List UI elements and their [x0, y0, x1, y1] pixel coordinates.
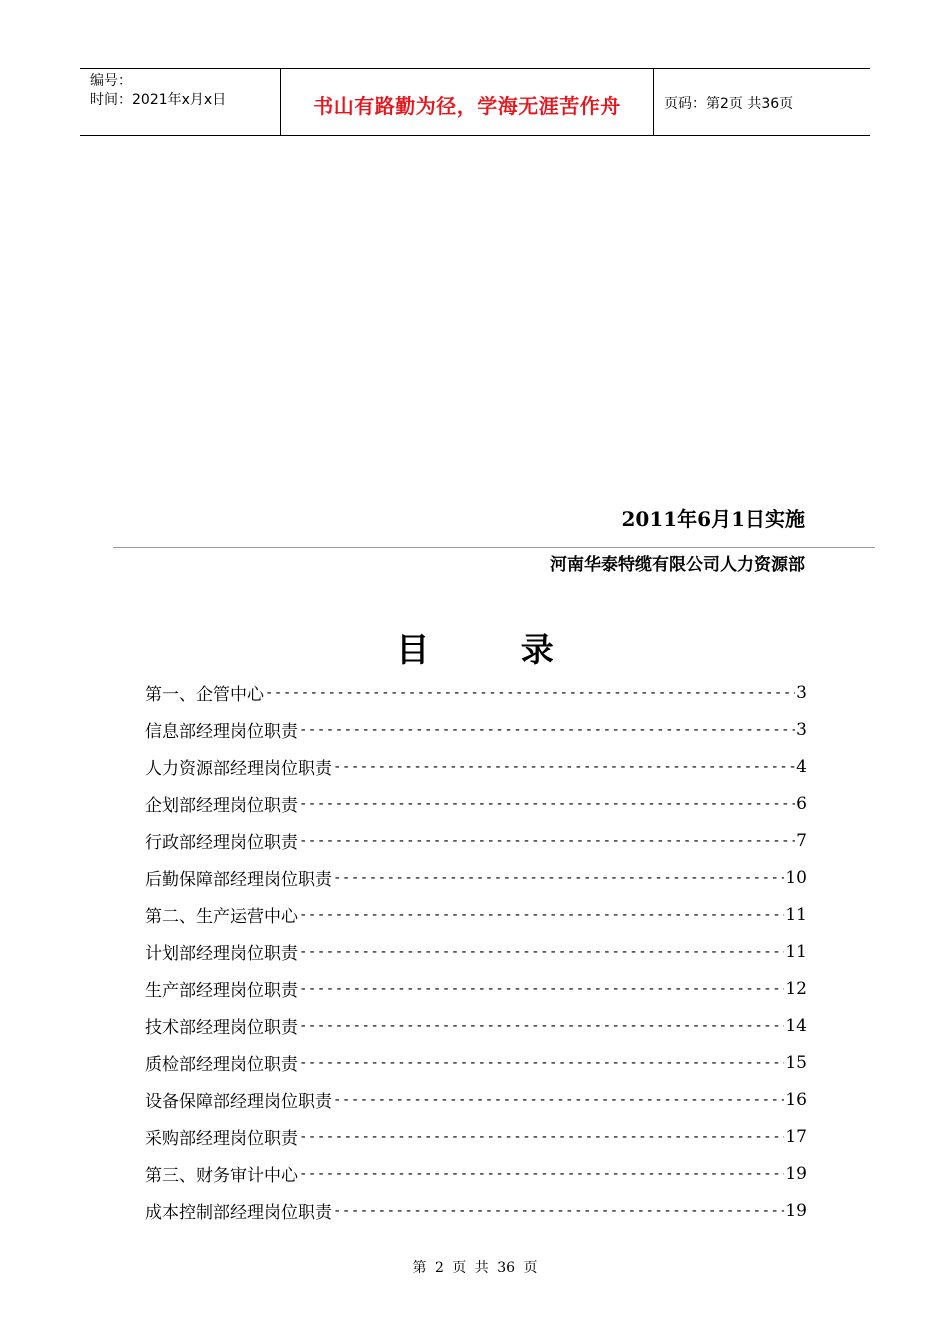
- toc-entry-label: 第二、生产运营中心: [145, 907, 298, 927]
- toc-entry-label: 企划部经理岗位职责: [145, 796, 298, 816]
- toc-entry[interactable]: [145, 674, 807, 711]
- toc-entry-label: 第一、企管中心: [145, 685, 264, 705]
- toc-entry-label: 后勤保障部经理岗位职责: [145, 870, 332, 890]
- toc-leader-dashes: [299, 1166, 784, 1182]
- toc-entry[interactable]: [145, 933, 807, 970]
- toc-entry-page: 7: [796, 830, 807, 851]
- toc-entry[interactable]: [145, 896, 807, 933]
- toc-entry-label: 设备保障部经理岗位职责: [145, 1092, 332, 1112]
- toc-entry[interactable]: [145, 1007, 807, 1044]
- toc-leader-dashes: [299, 833, 795, 849]
- number-label: 编号：: [90, 73, 132, 89]
- toc-entry-page: 3: [796, 682, 807, 703]
- header-page-info: 页码：第2页 共36页: [664, 96, 794, 112]
- toc-entry[interactable]: [145, 711, 807, 748]
- toc-leader-dashes: [299, 1018, 784, 1034]
- toc-entry[interactable]: [145, 1155, 807, 1192]
- toc-entry-label: 行政部经理岗位职责: [145, 833, 298, 853]
- toc-leader-dashes: [299, 796, 795, 812]
- toc-entry-page: 19: [785, 1163, 807, 1184]
- toc-leader-dashes: [299, 981, 784, 997]
- toc-entry-label: 质检部经理岗位职责: [145, 1055, 298, 1075]
- toc-entry[interactable]: [145, 785, 807, 822]
- toc-entry[interactable]: [145, 1118, 807, 1155]
- toc-entry-page: 11: [785, 941, 807, 962]
- toc-entry[interactable]: [145, 859, 807, 896]
- divider-line: [113, 547, 875, 548]
- toc-entry-page: 11: [785, 904, 807, 925]
- toc-entry-page: 3: [796, 719, 807, 740]
- toc-leader-dashes: [299, 1055, 784, 1071]
- toc-leader-dashes: [333, 1092, 784, 1108]
- toc-entry-label: 信息部经理岗位职责: [145, 722, 298, 742]
- time-label: 时间：2021年x月x日: [90, 92, 227, 108]
- toc-entry-label: 人力资源部经理岗位职责: [145, 759, 332, 779]
- toc-entry-page: 15: [785, 1052, 807, 1073]
- toc-entry-page: 17: [785, 1126, 807, 1147]
- toc-entry[interactable]: [145, 822, 807, 859]
- toc-entry[interactable]: [145, 1081, 807, 1118]
- header-meta: [80, 69, 281, 135]
- toc-leader-dashes: [265, 685, 795, 701]
- toc-entry-label: 采购部经理岗位职责: [145, 1129, 298, 1149]
- toc-entry-page: 4: [796, 756, 807, 777]
- toc-entry-label: 计划部经理岗位职责: [145, 944, 298, 964]
- toc-entry-page: 6: [796, 793, 807, 814]
- page-footer: 第 2 页 共 36 页: [412, 1260, 538, 1276]
- page-header: [80, 68, 870, 136]
- toc-leader-dashes: [299, 722, 795, 738]
- toc-entry-page: 12: [785, 978, 807, 999]
- toc-entry[interactable]: [145, 1044, 807, 1081]
- toc-entry[interactable]: [145, 748, 807, 785]
- toc-entry-label: 第三、财务审计中心: [145, 1166, 298, 1186]
- toc-leader-dashes: [299, 907, 784, 923]
- toc-leader-dashes: [299, 1129, 784, 1145]
- toc-entry-page: 10: [785, 867, 807, 888]
- toc-leader-dashes: [333, 870, 784, 886]
- toc-entry-label: 技术部经理岗位职责: [145, 1018, 298, 1038]
- issuer-name: 河南华泰特缆有限公司人力资源部: [550, 555, 805, 575]
- toc-entry-label: 成本控制部经理岗位职责: [145, 1203, 332, 1223]
- toc-leader-dashes: [333, 1203, 784, 1219]
- toc-entry[interactable]: [145, 1192, 807, 1229]
- toc-leader-dashes: [299, 944, 784, 960]
- toc-entry-page: 14: [785, 1015, 807, 1036]
- effective-date: 2011年6月1日实施: [621, 507, 805, 531]
- toc-entry-page: 19: [785, 1200, 807, 1221]
- toc-entry-page: 16: [785, 1089, 807, 1110]
- toc-entry[interactable]: [145, 970, 807, 1007]
- toc-entry-label: 生产部经理岗位职责: [145, 981, 298, 1001]
- toc-leader-dashes: [333, 759, 795, 775]
- toc-title: 目 录: [396, 630, 594, 669]
- toc-list: [145, 674, 807, 1229]
- header-motto: 书山有路勤为径，学海无涯苦作舟: [281, 69, 654, 135]
